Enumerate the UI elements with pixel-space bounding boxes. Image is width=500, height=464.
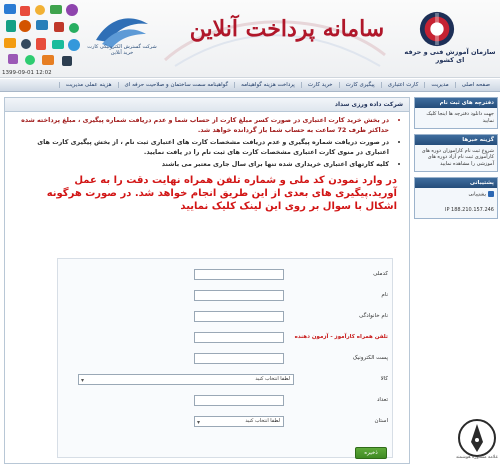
item-select[interactable]: [78, 374, 294, 385]
name-input[interactable]: [194, 290, 284, 301]
sidebar-support-sub: [415, 188, 497, 201]
form-row: [58, 374, 394, 386]
province-select[interactable]: [194, 416, 284, 427]
sidebar-box-support: [414, 177, 498, 219]
form-row: [58, 332, 394, 344]
icon-cluster-icon: [2, 2, 86, 72]
chevron-down-icon: ▾: [81, 377, 85, 384]
province-select-value: لطفا انتخاب کنید: [245, 418, 280, 424]
form-row: [58, 395, 394, 407]
email-input[interactable]: [194, 353, 284, 364]
sidebar-news-text[interactable]: شروع ثبت نام کاراموزان دوره های کارآموزی ثبت نام آزاد دوره های آموزشی را مشاهده نمایید: [421, 147, 494, 167]
main-panel: [4, 97, 410, 464]
form-row: [58, 416, 394, 428]
item-select-value: لطفا انتخاب کنید: [255, 376, 290, 382]
header: [0, 0, 500, 78]
name-label: نام: [381, 292, 388, 298]
ip-address: IP 188.210.157.246: [444, 207, 494, 213]
support-icon: [488, 191, 494, 197]
main-navbar: [0, 79, 500, 92]
organization-name: سازمان آموزش فنی و حرفه ای کشور: [404, 48, 496, 64]
count-input[interactable]: [194, 395, 284, 406]
nav-item-management[interactable]: مدیریت: [424, 82, 454, 88]
sidebar-box-title: گزینه خبرها: [415, 135, 497, 145]
form-row: [58, 311, 394, 323]
form-row: [58, 353, 394, 365]
form-row: [58, 269, 394, 281]
nav-item-building-certificate[interactable]: گواهینامه سمت ساختمان و صلاحیت حرفه ای: [118, 82, 235, 88]
form-row: [58, 290, 394, 302]
nav-item-home[interactable]: صفحه اصلی: [455, 82, 496, 88]
family-input[interactable]: [194, 311, 284, 322]
notice-list: [5, 112, 409, 170]
nav-item-practical-fee[interactable]: هزینه عملی مدیریت: [59, 82, 118, 88]
sidebar: [414, 97, 498, 224]
notice-item: • در بخش خرید کارت اعتباری در صورت کسر مبلغ کارت از حساب شما و عدم دریافت شماره پیگیری ، مبلغ پرداخته شده حداکثر ظرف 72 ساعت به حساب شما باز گردانده خواهد شد.: [15, 116, 389, 136]
national-code-label: کدملی: [373, 271, 388, 277]
sidebar-support-label: پشتیبانی: [468, 191, 486, 198]
email-label: پست الکترونیک: [352, 355, 388, 361]
date-stamp: 1399-09-01 12:02: [2, 70, 52, 76]
mobile-input[interactable]: [194, 332, 284, 343]
item-label: کالا: [380, 376, 388, 382]
nav-item-certificate-fee[interactable]: پرداخت هزینه گواهینامه: [234, 82, 301, 88]
nav-item-card-tracking[interactable]: پیگیری کارت: [339, 82, 381, 88]
save-button[interactable]: ذخیره: [355, 447, 387, 459]
count-label: تعداد: [376, 397, 388, 403]
notice-item: • در صورت دریافت شماره پیگیری و عدم دریافت مشخصات کارت های اعتباری ثبت نام ، از بخش پیگیری کارت های اعتباری در منوی کارت اعتباری مشخصات کارت های ثبت نام را در یافت نمایید.: [15, 138, 389, 158]
mobile-label: تلفن همراه کارآموز - آزمون دهنده: [294, 334, 388, 340]
purchase-form: [57, 258, 393, 458]
province-label: استان: [374, 418, 388, 424]
warning-text[interactable]: در وارد نمودن کد ملی و شماره تلفن همراه نهایت دقت را به عمل آورید.پیگیری های بعدی از این طریق انجام خواهد شد. در صورت هرگونه اشکال با سوال بر روی این لینک کلیک نمایید: [46, 174, 397, 212]
partner-caption: شرکت گسترش الکترونیکی کارت خرید آنلاین: [87, 44, 157, 56]
sidebar-box-news: [414, 134, 498, 172]
corner-caption: علامه مشاوره هوشمند: [455, 455, 499, 460]
nav-item-credit-card[interactable]: کارت اعتباری: [381, 82, 425, 88]
nav-item-buy-card[interactable]: خرید کارت: [301, 82, 339, 88]
chevron-down-icon: ▾: [197, 419, 201, 426]
sidebar-box-title: دفترچه های ثبت نام: [415, 98, 497, 108]
sidebar-box-registration: [414, 97, 498, 129]
national-code-input[interactable]: [194, 269, 284, 280]
family-label: نام خانوادگی: [359, 313, 388, 319]
panel-title: شرکت داده ورزی سداد: [5, 98, 409, 112]
site-title: سامانه پرداخت آنلاین: [189, 16, 385, 42]
organization-logo-icon: [418, 10, 456, 48]
sidebar-box-title: پشتیبانی: [415, 178, 497, 188]
sidebar-download-link[interactable]: جهت دانلود دفترچه ها اینجا کلیک نمایید: [426, 111, 494, 124]
notice-item: • کلیه کارتهای اعتباری خریداری شده تنها برای سال جاری معتبر می باشند: [15, 160, 389, 170]
